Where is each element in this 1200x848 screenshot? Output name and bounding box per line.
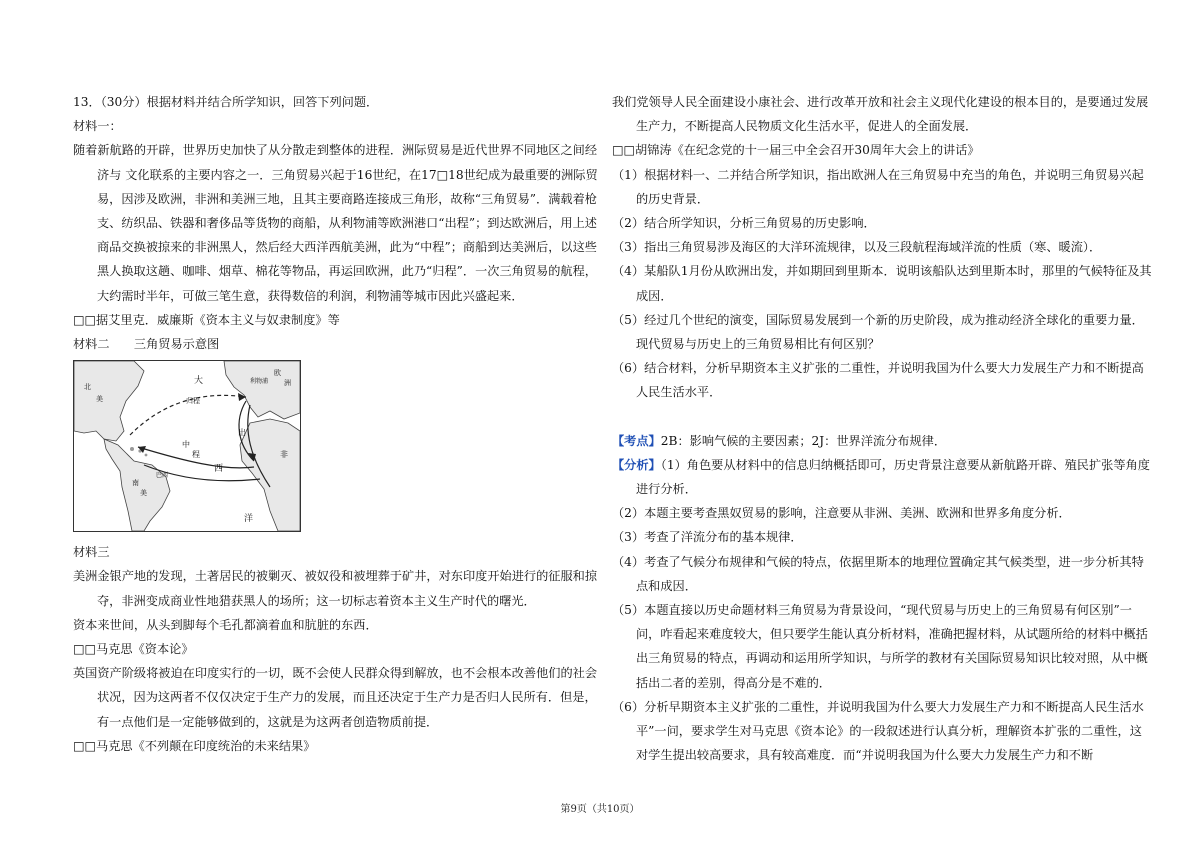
map-label-brazil: 巴西 xyxy=(156,472,169,480)
material-1-text: 随着新航路的开辟，世界历史加快了从分散走到整体的进程．洲际贸易是近代世界不同地区之间经济与 文化联系的主要内容之一．三角贸易兴起于16世纪，在17□18世纪成为最重要的洲际贸易，因涉及欧洲，非洲和美洲三地，且其主要商路连接成三角形，故称“三角贸易”．满载着枪支、纺织品、铁器和奢侈品等货物的商船，从利物浦等欧洲港口“出程”；到达欧洲后，用上述商品交换被掠来的非洲黑人，然后经大西洋西航美洲，此为“中程”；商船到达美洲后，以这些黑人换取这趟、咖啡、烟草、棉花等物品，再运回欧洲，此乃“归程”．一次三角贸易的航程，大约需时半年，可做三笔生意，获得数倍的利润，利物浦等城市因此兴盛起来． xyxy=(73,143,598,303)
map-label-south: 南 xyxy=(132,479,139,488)
kaodian-line xyxy=(612,429,1152,453)
question-4: （4）某船队1月份从欧洲出发，并如期回到里斯本．说明该船队达到里斯本时，那里的气候特征及其成因． xyxy=(612,264,1152,303)
fenxi-5: （5）本题直接以历史命题材料三角贸易为背景设问，“现代贸易与历史上的三角贸易有何区别”一问，咋看起来难度较大，但只要学生能认真分析材料，准确把握材料，从试题所给的材料中概括出三角贸易的特点，再调动和运用所学知识，与所学的教材有关国际贸易知识比较对照，从中概括出二者的差别，得高分是不难的． xyxy=(612,603,1148,690)
fenxi-4: （4）考查了气候分布规律和气候的特点，依据里斯本的地理位置确定其气候类型，进一步分析其特点和成因． xyxy=(612,554,1144,593)
question-3: （3）指出三角贸易涉及海区的大洋环流规律，以及三段航程海域洋流的性质（寒、暖流）． xyxy=(612,240,1102,255)
map-label-america: 美 xyxy=(96,395,103,404)
europe-shape xyxy=(224,361,300,419)
map-label-europe-2: 洲 xyxy=(284,379,291,388)
material-1-source: □□据艾里克．威廉斯《资本主义与奴隶制度》等 xyxy=(73,312,340,327)
question-1: （1）根据材料一、二并结合所学知识，指出欧洲人在三角贸易中充当的角色，并说明三角贸易兴起的历史背景． xyxy=(612,167,1144,206)
spacer xyxy=(612,405,1152,429)
kaodian-tag: 【考点】 xyxy=(612,433,661,448)
material-1-label: 材料一： xyxy=(73,119,122,134)
kaodian-text: 2B：影响气候的主要因素；2J：世界洋流分布规律． xyxy=(660,433,947,448)
question-5: （5）经过几个世纪的演变，国际贸易发展到一个新的历史阶段，成为推动经济全球化的重要力量．现代贸易与历史上的三角贸易相比有何区别？ xyxy=(612,312,1144,352)
triangle-trade-map xyxy=(73,360,301,532)
material-4-source: □□胡锦涛《在纪念党的十一届三中全会召开30周年大会上的讲话》 xyxy=(612,143,980,158)
left-column xyxy=(73,90,608,758)
material-3-text-3: 英国资产阶级将被迫在印度实行的一切，既不会使人民群众得到解放，也不会根本改善他们的社会状况，因为这两者不仅仅决定于生产力的发展，而且还决定于生产力是否归人民所有．但是，有一点他们是一定能够做到的，这就是为这两者创造物质前提． xyxy=(73,666,598,729)
map-label-return: 归程 xyxy=(186,397,200,406)
map-label-ocean-1: 大 xyxy=(194,376,204,387)
map-label-liverpool: 利物浦 xyxy=(250,378,269,386)
map-label-ocean-2: 西 xyxy=(214,464,224,475)
right-column xyxy=(612,90,1152,767)
fenxi-3: （3）考查了洋流分布的基本规律． xyxy=(612,530,803,545)
map-label-north: 北 xyxy=(84,383,91,392)
fenxi-text-1: （1）角色要从材料中的信息归纳概括即可，历史背景注意要从新航路开辟、殖民扩张等角度进行分析． xyxy=(636,457,1150,497)
north-america-shape xyxy=(74,361,144,441)
map-graphic xyxy=(74,361,300,531)
fenxi-2: （2）本题主要考查黑奴贸易的影响，注意要从非洲、美洲、欧洲和世界多角度分析． xyxy=(612,506,1071,521)
map-label-europe-1: 欧 xyxy=(274,369,281,378)
material-3-source-1: □□马克思《资本论》 xyxy=(73,642,194,657)
material-3-text-1: 美洲金银产地的发现，土著居民的被剿灭、被奴役和被埋葬于矿井，对东印度开始进行的征服和掠夺，非洲变成商业性地猎获黑人的场所；这一切标志着资本主义生产时代的曙光． xyxy=(73,569,598,608)
question-header: 13．（30分）根据材料并结合所学知识，回答下列问题． xyxy=(73,95,379,109)
map-label-africa: 非 xyxy=(280,450,288,460)
map-label-outbound: 出 xyxy=(238,428,246,438)
material-2-label: 材料二 三角贸易示意图 xyxy=(73,337,220,352)
fenxi-6: （6）分析早期资本主义扩张的二重性，并说明我国为什么要大力发展生产力和不断提高人民生活水平”一问，要求学生对马克思《资本论》的一段叙述进行认真分析，理解资本扩张的二重性，这对学生提出较高要求，具有较高难度．而“并说明我国为什么要大力发展生产力和不断 xyxy=(612,699,1144,763)
material-3-source-2: □□马克思《不列颠在印度统治的未来结果》 xyxy=(73,738,316,753)
fenxi-line xyxy=(612,453,1152,501)
map-label-middle-2: 程 xyxy=(192,450,200,460)
question-6: （6）结合材料，分析早期资本主义扩张的二重性，并说明我国为什么要大力发展生产力和不断提高人民生活水平． xyxy=(612,361,1144,400)
material-3-text-2: 资本来世间，从头到脚每个毛孔都滴着血和肮脏的东西． xyxy=(73,617,378,632)
map-label-middle-1: 中 xyxy=(182,440,190,450)
material-4-text: 我们党领导人民全面建设小康社会、进行改革开放和社会主义现代化建设的根本目的，是要通过发展生产力，不断提高人民物质文化生活水平，促进人的全面发展． xyxy=(612,95,1149,134)
page-footer: 第9页（共10页） xyxy=(560,804,640,815)
fenxi-tag: 【分析】 xyxy=(612,457,661,472)
material-3-label: 材料三 xyxy=(73,545,110,560)
question-2: （2）结合所学知识，分析三角贸易的历史影响． xyxy=(612,216,876,231)
map-label-ocean-3: 洋 xyxy=(244,514,254,525)
map-label-south-america: 美 xyxy=(140,489,147,498)
